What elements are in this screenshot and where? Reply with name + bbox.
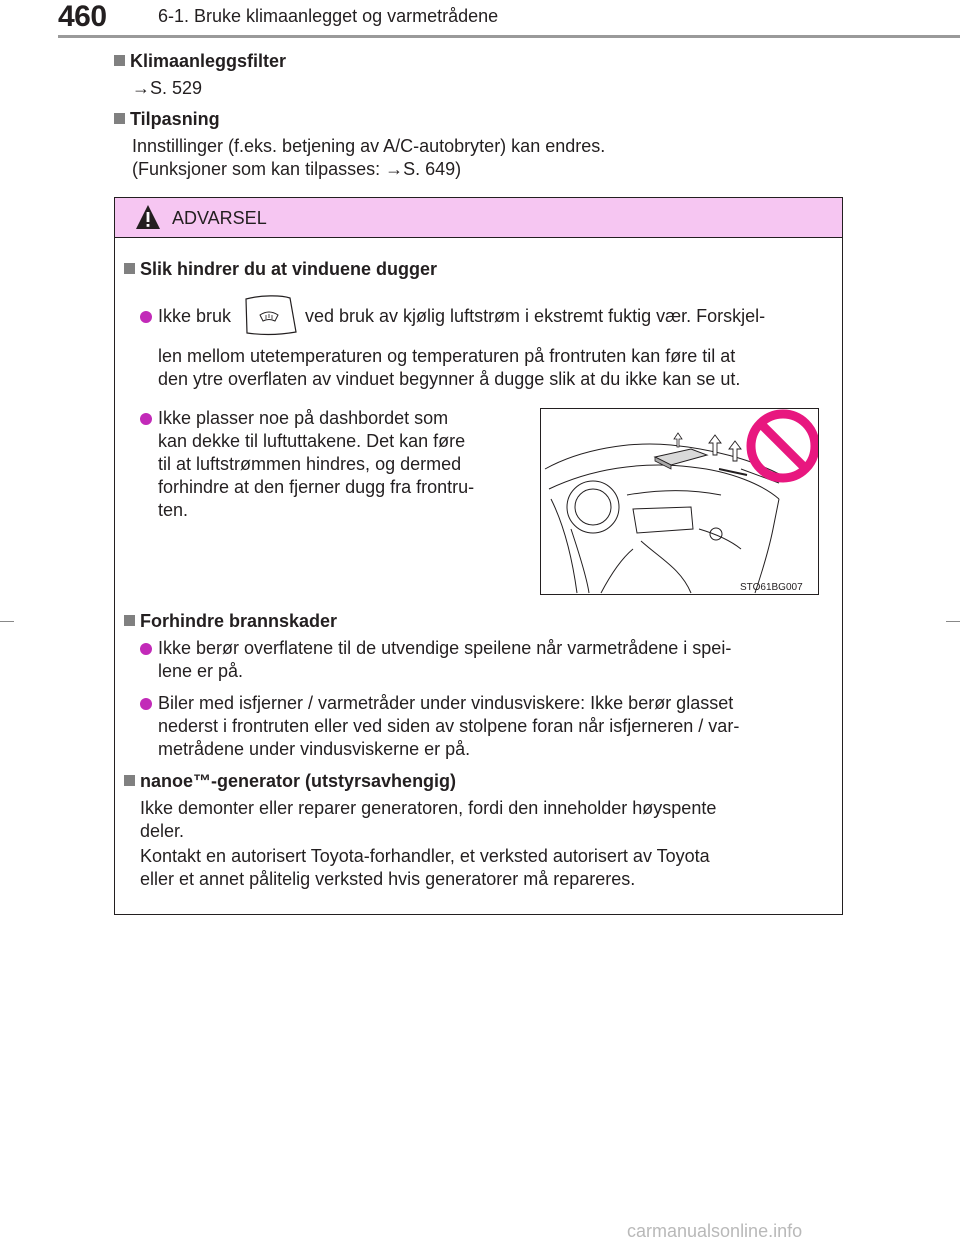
- fog-bullet2-text: Ikke plasser noe på dashbordet som: [158, 408, 449, 428]
- section-heading-nanoe: nanoe™-generator (utstyrsavhengig): [124, 770, 456, 792]
- nanoe-text-line: deler.: [140, 821, 185, 841]
- fog-bullet2-text: forhindre at den fjerner dugg fra frontru-: [158, 477, 475, 497]
- warning-triangle-icon: [135, 203, 161, 231]
- crop-mark: [0, 621, 14, 622]
- watermark-text: carmanualsonline.info: [627, 1221, 803, 1241]
- section-heading-burn: Forhindre brannskader: [124, 610, 337, 632]
- warning-title: ADVARSEL: [172, 208, 267, 228]
- square-bullet-icon: [114, 55, 125, 66]
- fog-bullet1-text: ved bruk av kjølig luftstrøm i ekstremt fuktig vær. Forskjel-: [305, 306, 766, 326]
- figure-code: STO61BG007: [740, 582, 803, 593]
- header-rule: [58, 35, 960, 38]
- fog-bullet2-text: til at luftstrømmen hindres, og dermed: [158, 454, 462, 474]
- section-heading-fog: Slik hindrer du at vinduene dugger: [124, 258, 437, 280]
- bullet-icon: [140, 413, 152, 425]
- square-bullet-icon: [124, 775, 135, 786]
- prohibition-icon: [751, 414, 815, 478]
- crop-mark: [946, 621, 960, 622]
- square-bullet-icon: [124, 263, 135, 274]
- fog-bullet2-text: ten.: [158, 500, 189, 520]
- nanoe-text-line: eller et annet pålitelig verksted hvis generatorer må repareres.: [140, 869, 636, 889]
- section-heading-filter: Klimaanleggsfilter: [114, 50, 286, 72]
- nanoe-text-line: Kontakt en autorisert Toyota-forhandler, et verksted autorisert av Toyota: [140, 846, 710, 866]
- burn-bullet2-text: metrådene under vindusviskerne er på.: [158, 739, 471, 759]
- square-bullet-icon: [124, 615, 135, 626]
- burn-bullet1-text: lene er på.: [158, 661, 244, 681]
- bullet-icon: [140, 311, 152, 323]
- custom-text-line: Innstillinger (f.eks. betjening av A/C-autobryter) kan endres.: [132, 136, 606, 156]
- defroster-button-icon: [243, 293, 299, 337]
- chapter-title: 6-1. Bruke klimaanlegget og varmetrådene: [158, 6, 499, 26]
- page-number: 460: [58, 0, 107, 33]
- section-heading-custom: Tilpasning: [114, 108, 220, 130]
- filter-page-ref[interactable]: →S. 529: [132, 78, 203, 98]
- fog-bullet1-text: den ytre overflaten av vinduet begynner å dugge slik at du ikke kan se ut.: [158, 369, 741, 389]
- square-bullet-icon: [114, 113, 125, 124]
- custom-text-line: (Funksjoner som kan tilpasses: →S. 649): [132, 159, 462, 179]
- burn-bullet2-text: nederst i frontruten eller ved siden av stolpene foran når isfjerneren / var-: [158, 716, 740, 736]
- bullet-icon: [140, 643, 152, 655]
- bullet-icon: [140, 698, 152, 710]
- burn-bullet2-text: Biler med isfjerner / varmetråder under vindusviskere: Ikke berør glasset: [158, 693, 734, 713]
- fog-bullet1-text: len mellom utetemperaturen og temperaturen på frontruten kan føre til at: [158, 346, 736, 366]
- nanoe-text-line: Ikke demonter eller reparer generatoren, fordi den inneholder høyspente: [140, 798, 717, 818]
- dashboard-drawing: [541, 409, 818, 594]
- burn-bullet1-text: Ikke berør overflatene til de utvendige speilene når varmetrådene i spei-: [158, 638, 732, 658]
- fog-bullet2-text: kan dekke til luftuttakene. Det kan føre: [158, 431, 466, 451]
- dashboard-illustration: [540, 408, 819, 595]
- fog-bullet1-text: Ikke bruk: [158, 306, 232, 326]
